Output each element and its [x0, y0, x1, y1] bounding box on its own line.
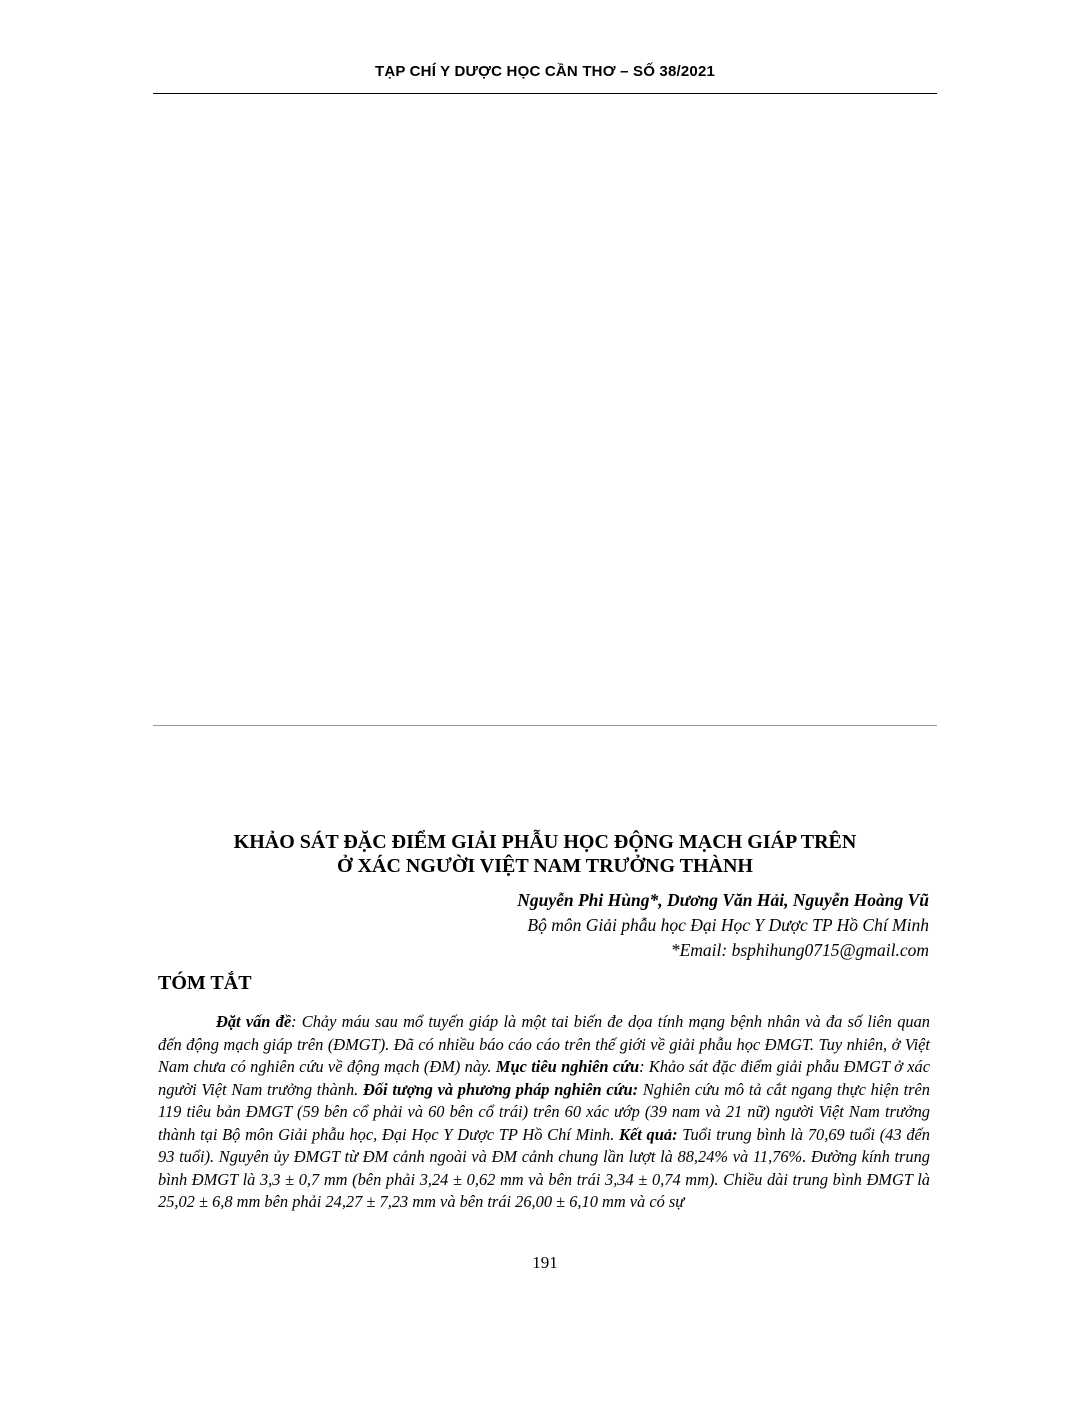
affiliation: Bộ môn Giải phẫu học Đại Học Y Dược TP Hồ Chí Minh	[527, 915, 929, 935]
journal-header: TẠP CHÍ Y DƯỢC HỌC CẦN THƠ – SỐ 38/2021	[374, 63, 716, 80]
author-block	[517, 888, 929, 963]
abstract-heading: TÓM TẮT	[158, 972, 252, 994]
author-names: Nguyễn Phi Hùng*, Dương Văn Hải, Nguyễn Hoàng Vũ	[517, 890, 929, 910]
label-results: Kết quả:	[619, 1124, 678, 1144]
label-objective: Mục tiêu nghiên cứu	[495, 1057, 640, 1076]
article-title	[153, 830, 937, 878]
page-number: 191	[532, 1253, 558, 1272]
title-line-1: KHẢO SÁT ĐẶC ĐIỂM GIẢI PHẪU HỌC ĐỘNG MẠCH GIÁP TRÊN	[233, 831, 857, 853]
text-background: : Chảy máu sau mổ tuyến giáp là một tai biến đe dọa tính mạng bệnh nhân và đa số liên quan đến động mạch giáp trên (ĐMGT). Đã có nhiều báo cáo cáo trên thế giới về giải phẫu học ĐMGT. Tuy nhiên, ở Việt Nam chưa có nghiên cứu về động mạch (ĐM) này.	[158, 1012, 930, 1076]
text-results: Tuổi trung bình là 70,69 tuổi (43 đến 93 tuổi). Nguyên ủy ĐMGT từ ĐM cảnh ngoài và ĐM cảnh chung lần lượt là 88,24% và 11,76%. Đường kính trung bình ĐMGT là 3,3 ± 0,7 mm (bên phải 3,24 ± 0,62 mm và bên trái 3,34 ± 0,74 mm). Chiều dài trung bình ĐMGT là 25,02 ± 6,8 mm bên phải 24,27 ± 7,23 mm và bên trái 26,00 ± 6,10 mm và có sự	[158, 1124, 930, 1211]
text-objective: : Khảo sát đặc điểm giải phẫu ĐMGT ở xác người Việt Nam trưởng thành.	[158, 1057, 930, 1099]
label-methods: Đối tượng và phương pháp nghiên cứu:	[363, 1079, 639, 1099]
title-line-2: Ở XÁC NGƯỜI VIỆT NAM TRƯỞNG THÀNH	[337, 855, 753, 877]
section-divider	[153, 725, 937, 726]
label-background: Đặt vấn đề	[216, 1012, 292, 1031]
text-methods: Nghiên cứu mô tả cắt ngang thực hiện trên 119 tiêu bản ĐMGT (59 bên cổ phải và 60 bên cổ trái) trên 60 xác ướp (39 nam và 21 nữ) người Việt Nam trưởng thành tại Bộ môn Giải phẫu học, Đại Học Y Dược TP Hồ Chí Minh.	[158, 1079, 930, 1144]
abstract-body	[158, 1011, 930, 1214]
contact-email: *Email: bsphihung0715@gmail.com	[670, 940, 929, 960]
header-rule	[153, 93, 937, 94]
